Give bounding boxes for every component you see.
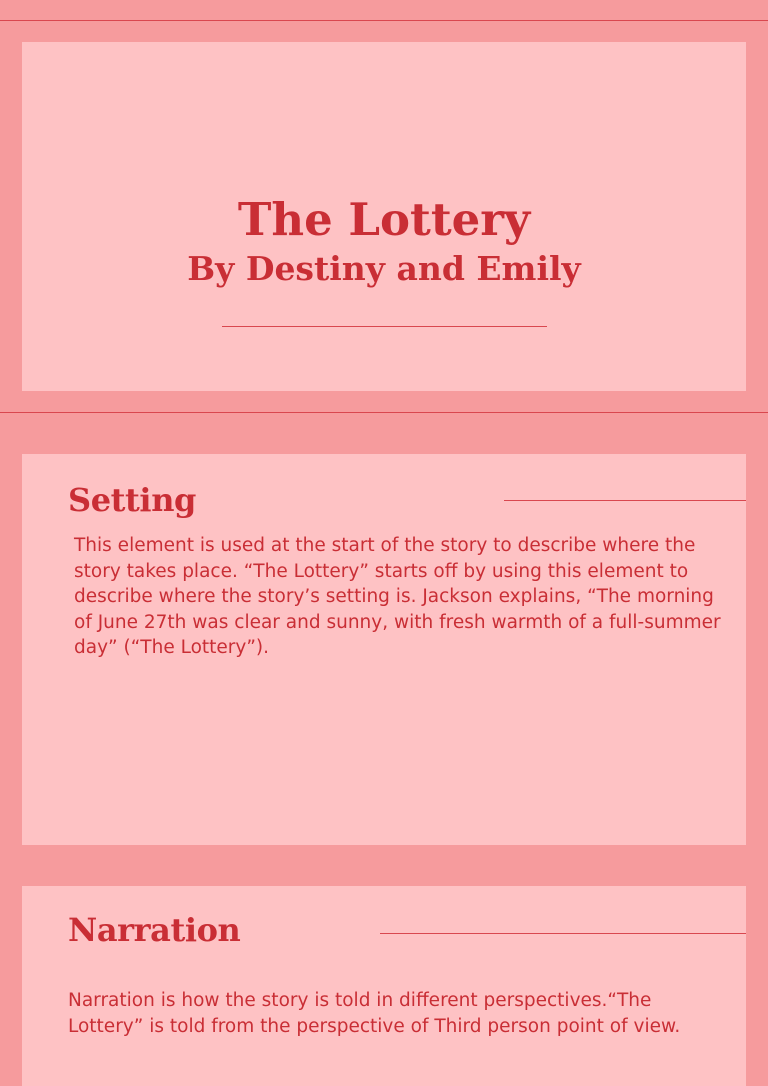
narration-body-text: Narration is how the story is told in different perspectives.“The Lottery” is told from the perspective of Third person point of view. (68, 990, 681, 1037)
narration-heading-rule (380, 933, 746, 934)
title-divider (222, 326, 547, 327)
setting-heading: Setting (68, 481, 197, 519)
narration-slide (22, 886, 746, 1086)
middle-page-divider (0, 412, 768, 413)
slide-title: The Lottery (237, 193, 531, 246)
title-slide (22, 42, 746, 391)
setting-body-text: This element is used at the start of the story to describe where the story takes place. “The Lottery” starts off by using this element to describe where the story’s setting is. Jackson explains, “The morning of June 27th was clear and sunny, with fresh warmth of a full-summer day” (“The Lottery”). (74, 535, 721, 658)
setting-slide (22, 454, 746, 845)
top-page-divider (0, 20, 768, 21)
slide-subtitle: By Destiny and Emily (187, 249, 581, 288)
narration-heading: Narration (68, 911, 241, 949)
setting-heading-rule (504, 500, 746, 501)
